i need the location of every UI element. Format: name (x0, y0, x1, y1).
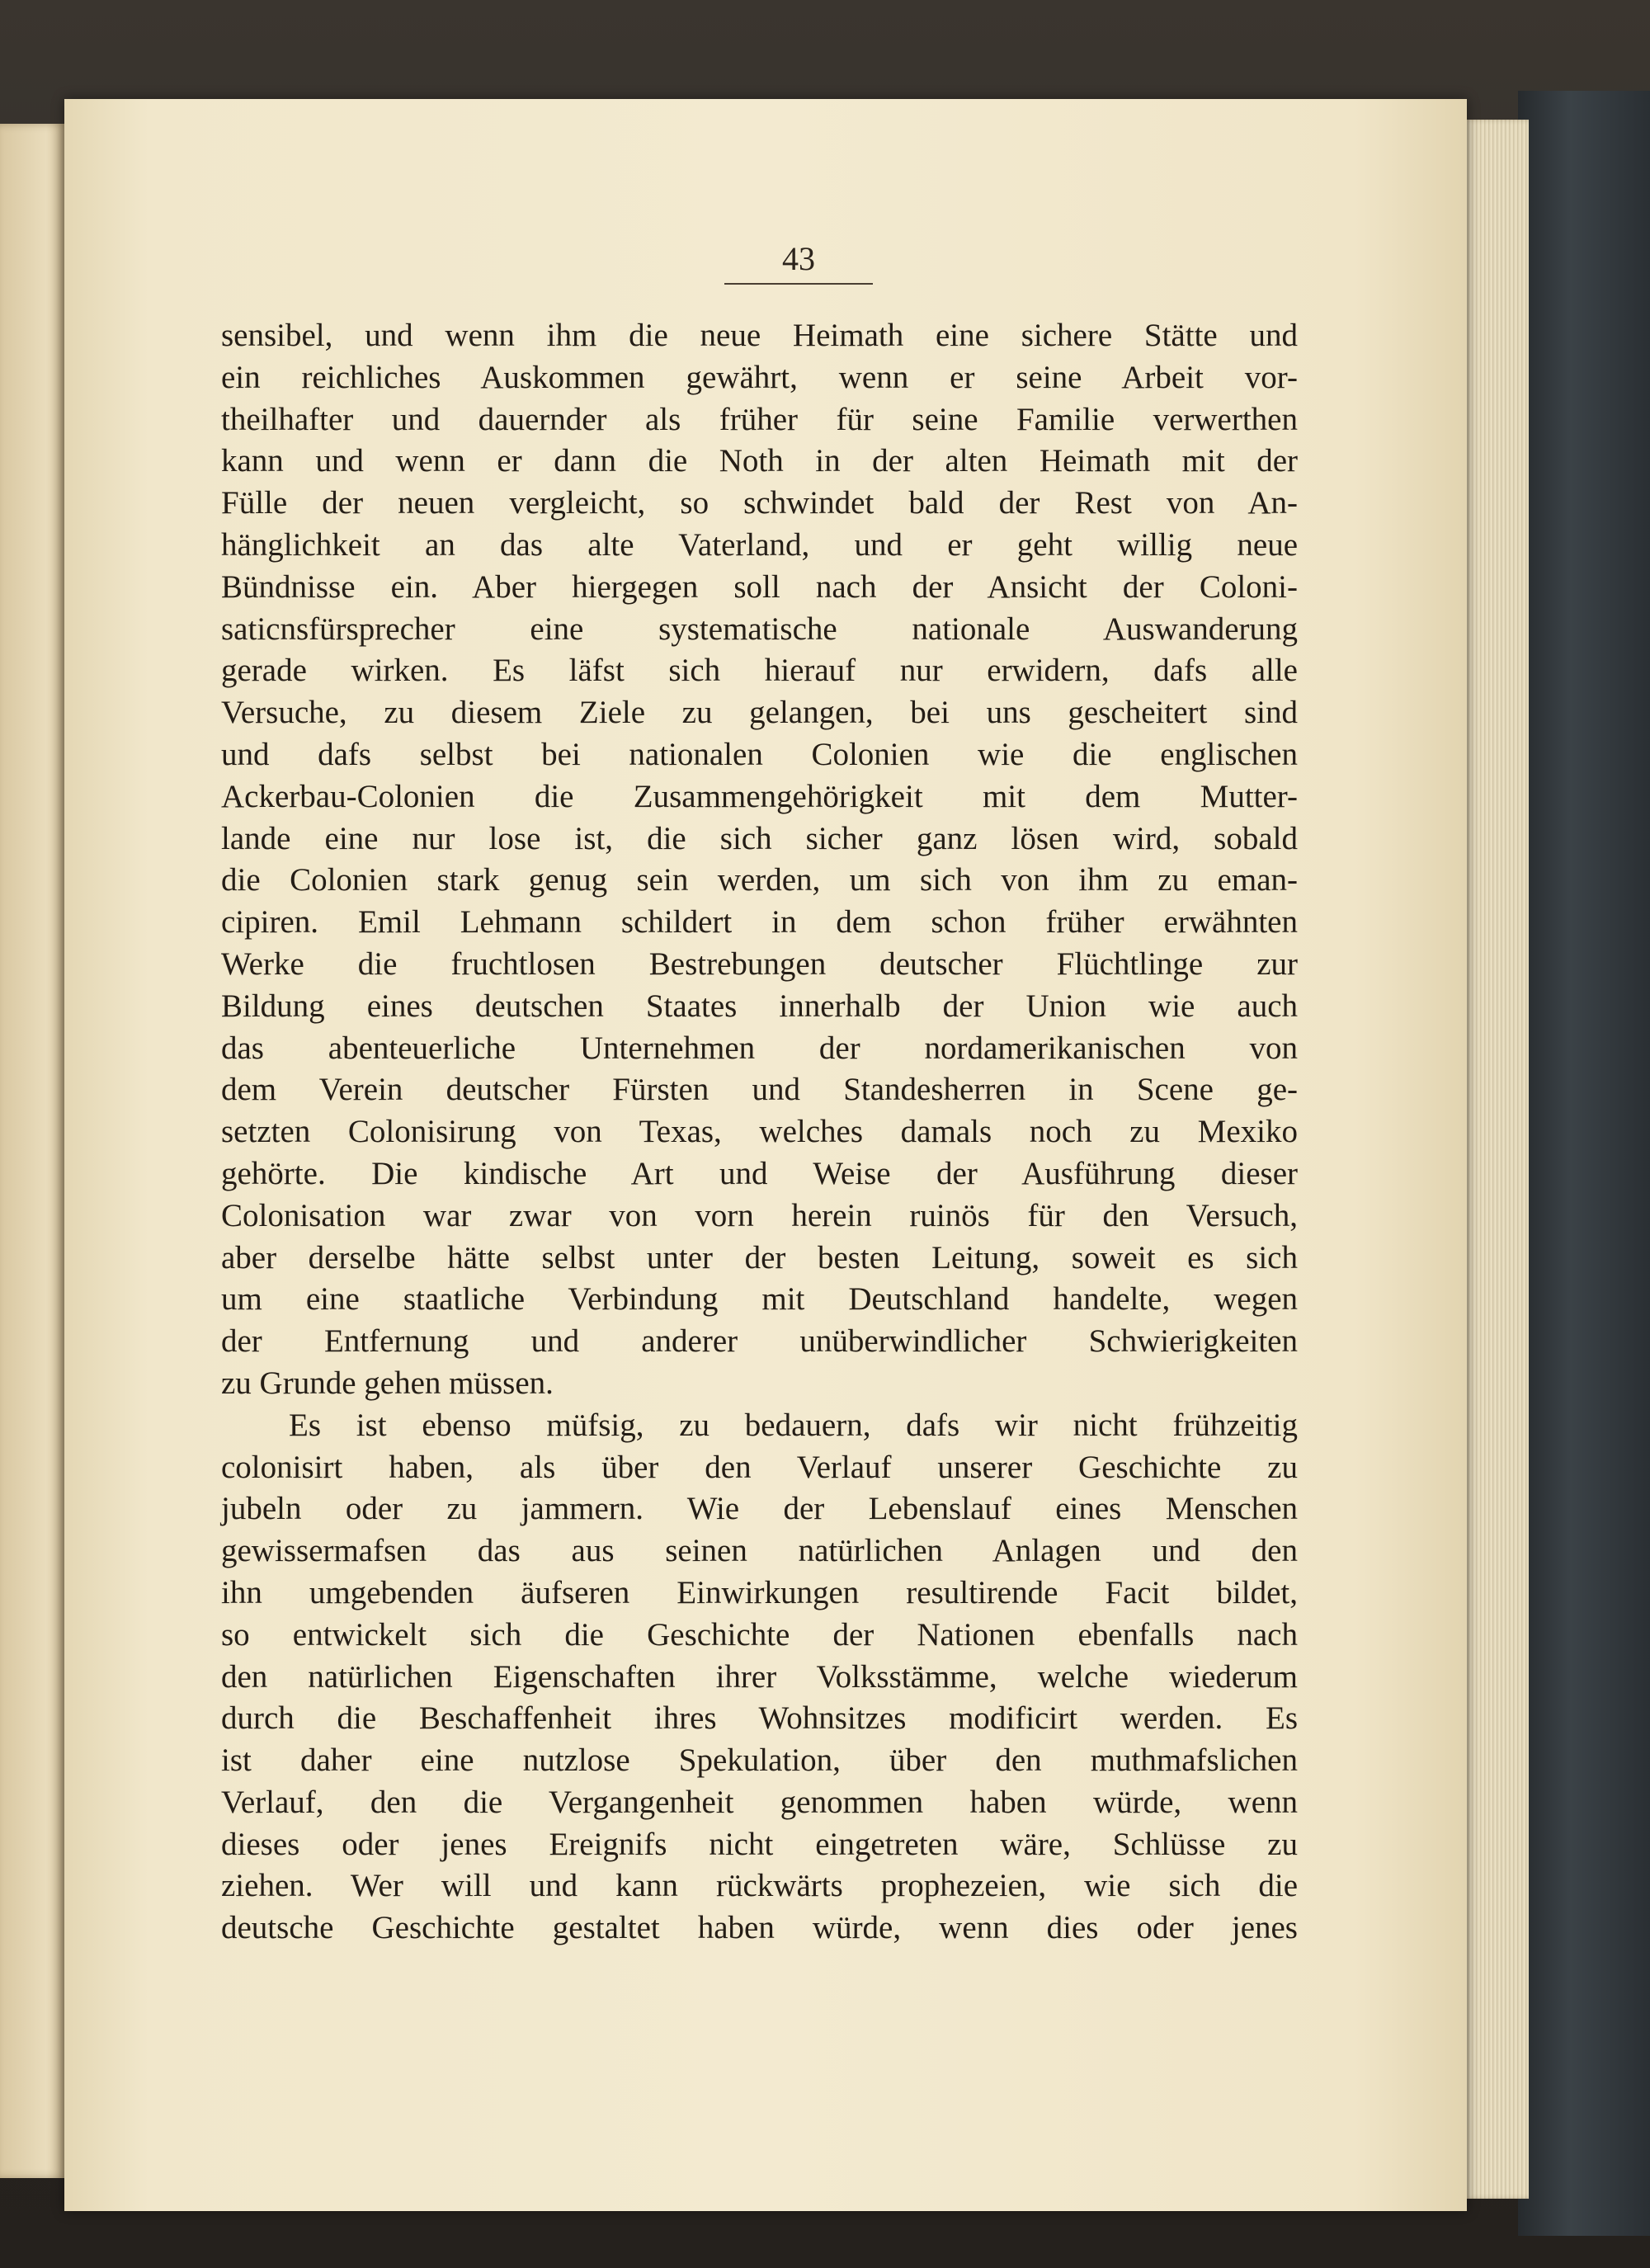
body-text (221, 315, 1298, 1950)
text-line: ein reichliches Auskommen gewährt, wenn er seine Arbeit vor- (221, 359, 1298, 395)
text-line: kann und wenn er dann die Noth in der alten Heimath mit der (221, 443, 1298, 479)
text-line: setzten Colonisirung von Texas, welches damals noch zu Mexiko (221, 1114, 1298, 1150)
text-line: gewissermafsen das aus seinen natürlichen Anlagen und den (221, 1533, 1298, 1569)
text-line: lande eine nur lose ist, die sich sicher ganz lösen wird, sobald (221, 820, 1298, 856)
text-line: dieses oder jenes Ereignifs nicht eingetreten wäre, Schlüsse zu (221, 1826, 1298, 1862)
text-line: dem Verein deutscher Fürsten und Standesherren in Scene ge- (221, 1072, 1298, 1108)
book-cover-edge (1518, 91, 1650, 2236)
text-line: ist daher eine nutzlose Spekulation, über den muthmafslichen (221, 1742, 1298, 1779)
text-line: um eine staatliche Verbindung mit Deutschland handelte, wegen (221, 1281, 1298, 1318)
text-line: Colonisation war zwar von vorn herein ruinös für den Versuch, (221, 1197, 1298, 1233)
text-line: das abenteuerliche Unternehmen der nordamerikanischen von (221, 1030, 1298, 1066)
text-line: durch die Beschaffenheit ihres Wohnsitzes modificirt werden. Es (221, 1700, 1298, 1737)
text-line: und dafs selbst bei nationalen Colonien wie die englischen (221, 736, 1298, 772)
text-line: den natürlichen Eigenschaften ihrer Volksstämme, welche wiederum (221, 1658, 1298, 1695)
text-line: jubeln oder zu jammern. Wie der Lebenslauf eines Menschen (221, 1491, 1298, 1527)
text-line: Fülle der neuen vergleicht, so schwindet bald der Rest von An- (221, 485, 1298, 521)
text-line: zu Grunde gehen müssen. (221, 1365, 554, 1401)
text-line: ziehen. Wer will und kann rückwärts prophezeien, wie sich die (221, 1868, 1298, 1904)
text-line: theilhafter und dauernder als früher für seine Familie verwerthen (221, 401, 1298, 437)
text-line: so entwickelt sich die Geschichte der Nationen ebenfalls nach (221, 1616, 1298, 1653)
page-stack-edge (1464, 120, 1529, 2199)
text-line: der Entfernung und anderer unüberwindlicher Schwierigkeiten (221, 1323, 1298, 1360)
text-line: Es ist ebenso müfsig, zu bedauern, dafs wir nicht frühzeitig (289, 1407, 1298, 1443)
text-line: Verlauf, den die Vergangenheit genommen haben würde, wenn (221, 1784, 1298, 1820)
text-line: aber derselbe hätte selbst unter der besten Leitung, soweit es sich (221, 1239, 1298, 1275)
text-line: hänglichkeit an das alte Vaterland, und er geht willig neue (221, 526, 1298, 563)
text-line: gehörte. Die kindische Art und Weise der Ausführung dieser (221, 1155, 1298, 1191)
text-line: Versuche, zu diesem Ziele zu gelangen, bei uns gescheitert sind (221, 695, 1298, 731)
text-line: cipiren. Emil Lehmann schildert in dem schon früher erwähnten (221, 904, 1298, 941)
page-number: 43 (724, 239, 873, 285)
text-line: Bündnisse ein. Aber hiergegen soll nach der Ansicht der Coloni- (221, 568, 1298, 605)
text-line: ihn umgebenden äufseren Einwirkungen resultirende Facit bildet, (221, 1574, 1298, 1610)
text-line: Werke die fruchtlosen Bestrebungen deutscher Flüchtlinge zur (221, 945, 1298, 982)
text-line: colonisirt haben, als über den Verlauf unserer Geschichte zu (221, 1449, 1298, 1485)
text-line: saticnsfürsprecher eine systematische nationale Auswanderung (221, 611, 1298, 647)
book-page (64, 99, 1467, 2211)
text-line: die Colonien stark genug sein werden, um sich von ihm zu eman- (221, 862, 1298, 898)
text-line: deutsche Geschichte gestaltet haben würde, wenn dies oder jenes (221, 1910, 1298, 1946)
text-line: gerade wirken. Es läfst sich hierauf nur erwidern, dafs alle (221, 653, 1298, 689)
text-line: Bildung eines deutschen Staates innerhalb der Union wie auch (221, 988, 1298, 1024)
text-line: Ackerbau-Colonien die Zusammengehörigkeit mit dem Mutter- (221, 778, 1298, 814)
previous-page-edge (0, 124, 66, 2178)
text-line: sensibel, und wenn ihm die neue Heimath eine sichere Stätte und (221, 318, 1298, 353)
